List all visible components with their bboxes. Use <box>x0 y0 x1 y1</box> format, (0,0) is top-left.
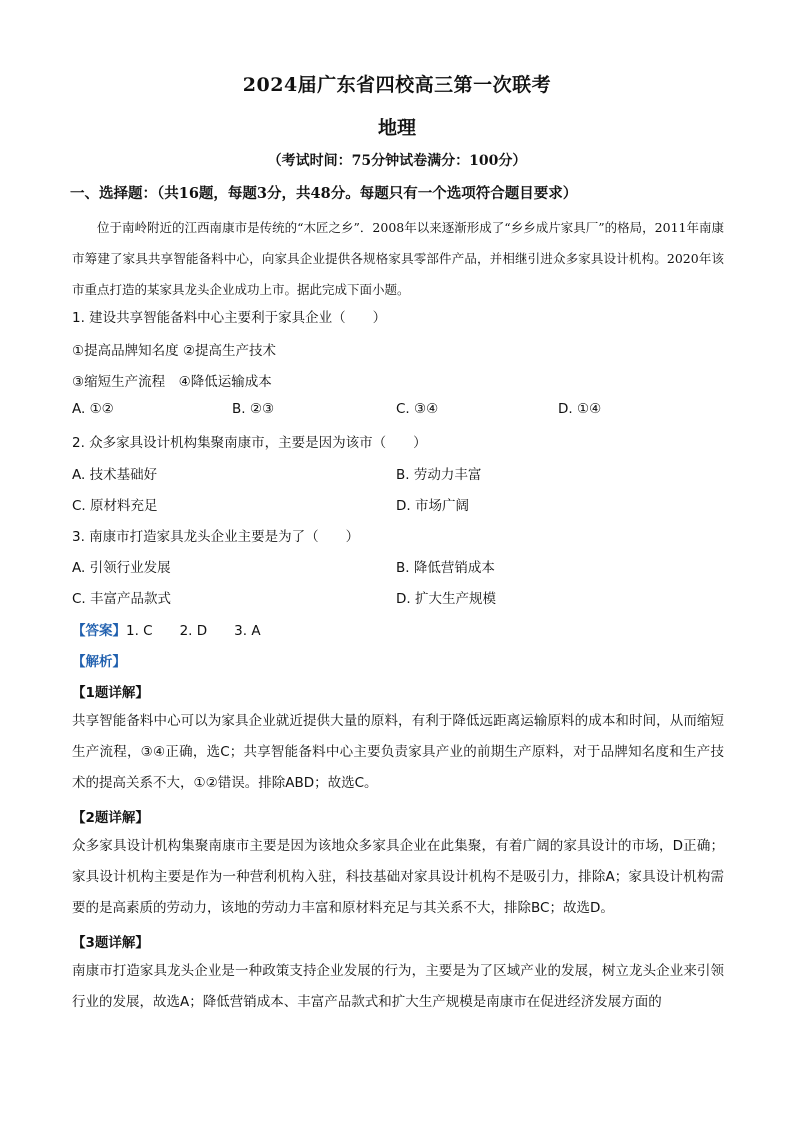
analysis-line <box>72 650 126 670</box>
detail-3-heading: 【3题详解】 <box>72 935 149 951</box>
answer-line <box>72 619 261 639</box>
detail-3-paragraph <box>72 956 724 1018</box>
answer-values: 1. C 2. D 3. A <box>126 623 261 639</box>
question-2-option-a: A. 技术基础好 <box>72 467 158 483</box>
question-2-stem: 2. 众多家具设计机构集聚南康市，主要是因为该市（ ） <box>72 435 427 451</box>
detail-1-heading: 【1题详解】 <box>72 685 149 701</box>
reading-passage <box>72 212 724 305</box>
question-2-option-b: B. 劳动力丰富 <box>396 467 482 483</box>
question-1-choices-line-1: ①提高品牌知名度 ②提高生产技术 <box>72 343 276 359</box>
detail-1-text: 共享智能备料中心可以为家具企业就近提供大量的原料，有利于降低远距离运输原料的成本和时间，从而缩短生产流程，③④正确，选C；共享智能备料中心主要负责家具产业的前期生产原料，对于品牌知名度和生产技术的提高关系不大，①②错误。排除ABD；故选C。 <box>72 713 724 791</box>
question-2-option-c: C. 原材料充足 <box>72 498 158 514</box>
passage-text: 位于南岭附近的江西南康市是传统的“木匠之乡”．2008年以来逐渐形成了“乡乡成片家具厂”的格局，2011年南康市筹建了家具共享智能备料中心，向家具企业提供各规格家具零部件产品，并相继引进众多家具设计机构。2020年该市重点打造的某家具龙头企业成功上市。据此完成下面小题。 <box>72 220 724 297</box>
question-3-option-c: C. 丰富产品款式 <box>72 591 172 607</box>
exam-info: （考试时间：75分钟试卷满分：100分） <box>267 153 527 169</box>
detail-2-paragraph <box>72 831 724 924</box>
question-2-option-d: D. 市场广阔 <box>396 498 469 514</box>
detail-3-text: 南康市打造家具龙头企业是一种政策支持企业发展的行为，主要是为了区域产业的发展，树立龙头企业来引领行业的发展，故选A；降低营销成本、丰富产品款式和扩大生产规模是南康市在促进经济发展方面的 <box>72 963 724 1010</box>
detail-2-heading: 【2题详解】 <box>72 810 149 826</box>
question-1-option-b: B. ②③ <box>232 401 275 417</box>
detail-2-text: 众多家具设计机构集聚南康市主要是因为该地众多家具企业在此集聚，有着广阔的家具设计的市场，D正确；家具设计机构主要是作为一种营利机构入驻，科技基础对家具设计机构不是吸引力，排除A；家具设计机构需要的是高素质的劳动力，该地的劳动力丰富和原材料充足与其关系不大，排除BC；故选D。 <box>72 838 724 916</box>
section-heading: 一、选择题：（共16题，每题3分，共48分。每题只有一个选项符合题目要求） <box>70 185 578 202</box>
question-3-option-d: D. 扩大生产规模 <box>396 591 496 607</box>
question-3-stem: 3. 南康市打造家具龙头企业主要是为了（ ） <box>72 529 360 545</box>
detail-1-paragraph <box>72 706 724 799</box>
question-3-option-a: A. 引领行业发展 <box>72 560 171 576</box>
question-1-stem: 1. 建设共享智能备料中心主要利于家具企业（ ） <box>72 310 387 326</box>
question-1-choices-line-2: ③缩短生产流程 ④降低运输成本 <box>72 374 272 390</box>
question-1-option-a: A. ①② <box>72 401 114 417</box>
question-1-option-d: D. ①④ <box>558 401 602 417</box>
question-1-option-c: C. ③④ <box>396 401 439 417</box>
question-3-option-b: B. 降低营销成本 <box>396 560 495 576</box>
exam-title: 2024届广东省四校高三第一次联考 <box>242 74 552 96</box>
answer-tag: 【答案】 <box>72 623 126 639</box>
analysis-tag: 【解析】 <box>72 654 126 670</box>
subject-title: 地理 <box>377 117 416 139</box>
